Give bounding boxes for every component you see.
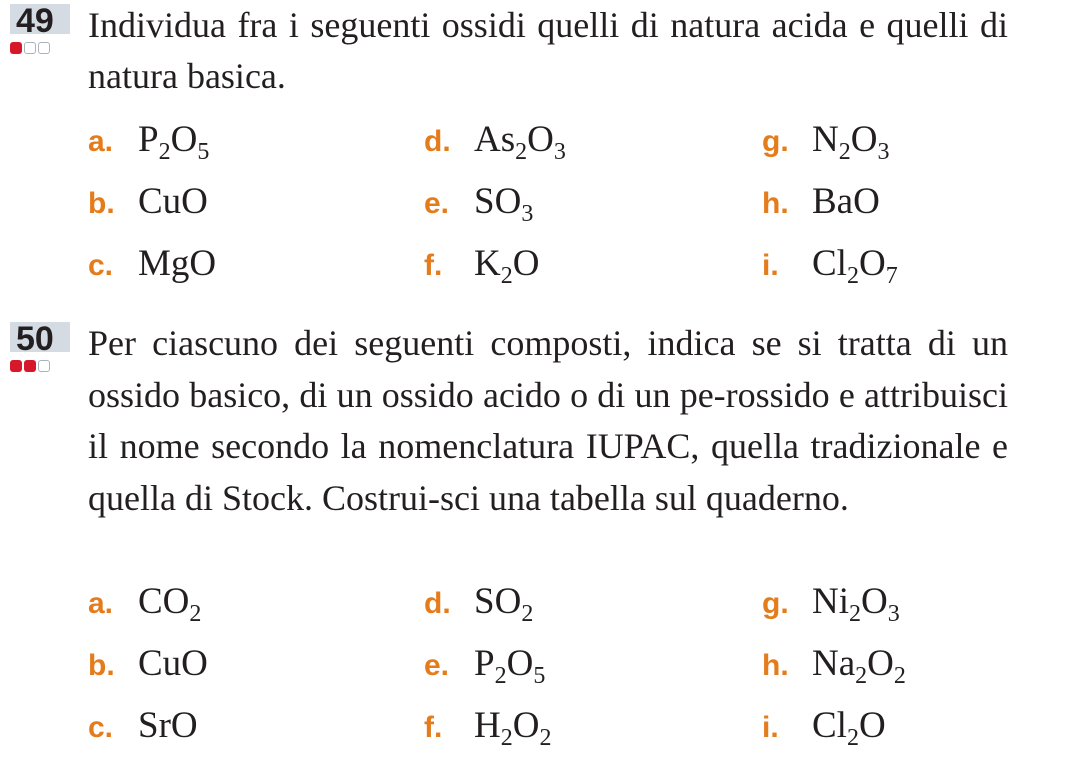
option-d [424, 580, 533, 640]
difficulty-indicator [10, 42, 52, 54]
formula-subscript: 7 [885, 263, 898, 289]
formula-element: H [474, 705, 501, 746]
option-letter: d. [424, 587, 451, 620]
formula-element: O [527, 119, 554, 160]
formula-element: P [474, 643, 495, 684]
option-letter: c. [88, 711, 114, 744]
chemical-formula [812, 705, 886, 751]
option-a [88, 580, 201, 640]
exercise-number-badge [10, 322, 76, 370]
difficulty-dot-empty [24, 42, 36, 54]
option-i [762, 242, 898, 302]
option-letter: a. [88, 125, 114, 158]
chemical-formula [138, 119, 210, 165]
chemical-formula [812, 119, 890, 165]
chemical-formula [812, 181, 880, 222]
difficulty-dot-filled [24, 360, 36, 372]
chemical-formula [138, 581, 202, 627]
option-letter: f. [424, 711, 443, 744]
formula-subscript: 3 [877, 139, 890, 165]
option-i [762, 704, 886, 764]
formula-element: CO [138, 581, 190, 622]
formula-element: As [474, 119, 516, 160]
formula-subscript: 2 [515, 139, 528, 165]
option-letter: f. [424, 249, 443, 282]
formula-subscript: 3 [887, 601, 900, 627]
chemical-formula [138, 243, 216, 284]
formula-subscript: 2 [846, 725, 859, 751]
chemical-formula [812, 643, 906, 689]
formula-element: SO [474, 181, 522, 222]
formula-subscript: 2 [846, 263, 859, 289]
formula-element: CuO [138, 643, 208, 684]
option-c [88, 704, 198, 764]
option-letter: b. [88, 187, 115, 220]
chemical-formula [812, 581, 900, 627]
formula-subscript: 2 [189, 601, 202, 627]
option-h [762, 642, 906, 702]
formula-element: O [170, 119, 198, 160]
formula-element: CuO [138, 181, 208, 222]
formula-element: O [512, 705, 540, 746]
option-e [424, 180, 533, 240]
exercise-number-badge [10, 4, 76, 52]
formula-element: O [861, 581, 888, 622]
option-d [424, 118, 566, 178]
chemical-formula [138, 181, 208, 222]
formula-element: Cl [812, 243, 847, 284]
formula-element: SO [474, 581, 522, 622]
chemical-formula [474, 643, 546, 689]
option-letter: g. [762, 587, 789, 620]
formula-element: Ni [812, 581, 849, 622]
formula-subscript: 2 [849, 601, 861, 627]
formula-subscript: 2 [500, 263, 513, 289]
chemical-formula [474, 581, 534, 627]
option-letter: e. [424, 649, 450, 682]
formula-subscript: 3 [521, 201, 534, 227]
formula-subscript: 2 [158, 139, 171, 165]
formula-element: SrO [138, 705, 198, 746]
formula-subscript: 5 [533, 663, 546, 689]
formula-element: Cl [812, 705, 847, 746]
formula-element: O [850, 119, 878, 160]
option-letter: b. [88, 649, 115, 682]
formula-element: BaO [812, 181, 880, 222]
option-a [88, 118, 209, 178]
question-text: Per ciascuno dei seguenti composti, indica se si tratta di un ossido basico, di un ossido acido o di un pe-rossido e attribuisci il nome secondo la nomenclatura IUPAC, quella tradizionale e quella di Stock. Costrui-sci una tabella sul quaderno. [88, 323, 1008, 518]
option-c [88, 242, 216, 302]
chemical-formula [474, 119, 566, 165]
option-letter: i. [762, 711, 779, 744]
formula-element: Na [812, 643, 856, 684]
option-b [88, 642, 208, 702]
formula-subscript: 2 [838, 139, 851, 165]
option-letter: e. [424, 187, 450, 220]
option-b [88, 180, 208, 240]
question-text: Individua fra i seguenti ossidi quelli di natura acida e quelli di natura basica. [88, 5, 1008, 96]
formula-subscript: 5 [197, 139, 210, 165]
formula-element: O [858, 243, 886, 284]
formula-subscript: 2 [494, 663, 507, 689]
chemical-formula [474, 705, 552, 751]
option-letter: c. [88, 249, 114, 282]
chemical-formula [138, 705, 198, 746]
chemical-formula [474, 181, 534, 227]
formula-element: MgO [138, 243, 217, 284]
difficulty-dot-empty [38, 360, 50, 372]
formula-element: O [867, 643, 894, 684]
exercise-number: 49 [16, 2, 54, 40]
option-e [424, 642, 545, 702]
option-letter: d. [424, 125, 451, 158]
formula-subscript: 2 [855, 663, 868, 689]
difficulty-dot-filled [10, 360, 22, 372]
option-letter: h. [762, 187, 789, 220]
formula-subscript: 3 [553, 139, 566, 165]
formula-subscript: 2 [539, 725, 552, 751]
option-letter: h. [762, 649, 789, 682]
option-letter: i. [762, 249, 779, 282]
option-f [424, 242, 539, 302]
formula-element: K [474, 243, 501, 284]
chemical-formula [812, 243, 898, 289]
difficulty-indicator [10, 360, 52, 372]
formula-element: P [138, 119, 159, 160]
chemical-formula [474, 243, 540, 289]
formula-element: O [506, 643, 534, 684]
difficulty-dot-filled [10, 42, 22, 54]
difficulty-dot-empty [38, 42, 50, 54]
formula-subscript: 2 [893, 663, 906, 689]
chemical-formula [138, 643, 208, 684]
formula-element: N [812, 119, 839, 160]
formula-element: O [858, 705, 886, 746]
option-g [762, 580, 900, 640]
exercise-number: 50 [16, 320, 54, 358]
option-letter: g. [762, 125, 789, 158]
formula-element: O [512, 243, 540, 284]
option-f [424, 704, 551, 764]
option-letter: a. [88, 587, 114, 620]
option-g [762, 118, 889, 178]
option-h [762, 180, 880, 240]
formula-subscript: 2 [500, 725, 513, 751]
formula-subscript: 2 [521, 601, 534, 627]
